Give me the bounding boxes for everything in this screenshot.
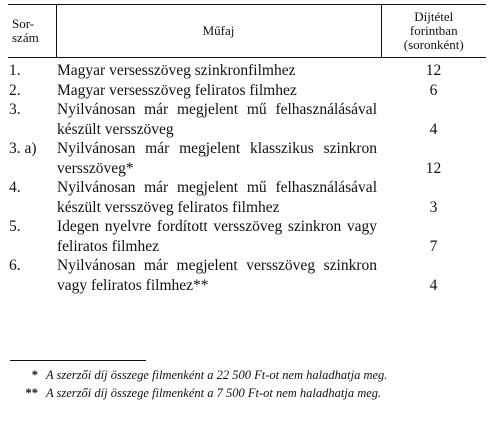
header-number bbox=[8, 5, 56, 58]
table-row bbox=[8, 100, 486, 139]
row-fee: 3 bbox=[429, 198, 438, 216]
header-genre-label: Műfaj bbox=[202, 23, 235, 38]
row-fee: 7 bbox=[429, 237, 438, 255]
fee-table bbox=[8, 4, 486, 295]
footnote bbox=[8, 384, 486, 402]
row-fee: 12 bbox=[425, 159, 442, 177]
table-row bbox=[8, 178, 486, 217]
row-genre: Magyar versesszöveg feliratos filmhez bbox=[57, 81, 297, 99]
row-genre: Nyilvánosan már megjelent klasszikus szinkron versszöveg* bbox=[57, 140, 377, 177]
footnote-text: A szerzői díj összege filmenként a 22 500 Ft-ot nem haladhatja meg. bbox=[46, 368, 388, 382]
footnote bbox=[8, 366, 486, 384]
row-genre: Magyar versesszöveg szinkronfilmhez bbox=[57, 62, 296, 79]
row-number: 4. bbox=[9, 179, 21, 196]
header-genre bbox=[56, 5, 381, 58]
row-number: 3. a) bbox=[9, 140, 37, 157]
header-number-label: Sor- szám bbox=[12, 16, 39, 45]
row-fee: 6 bbox=[429, 81, 438, 99]
row-number: 6. bbox=[9, 257, 21, 274]
footnote-mark: * bbox=[31, 368, 38, 382]
row-genre: Nyilvánosan már megjelent versszöveg szinkron vagy feliratos filmhez** bbox=[57, 257, 377, 294]
footnote-divider bbox=[10, 360, 146, 361]
row-genre: Idegen nyelvre fordított versszöveg szinkron vagy feliratos filmhez bbox=[57, 218, 377, 255]
row-fee: 12 bbox=[425, 62, 442, 79]
header-fee-label: Díjtétel forintban (soronként) bbox=[403, 9, 464, 52]
table-row bbox=[8, 256, 486, 295]
row-fee: 4 bbox=[429, 276, 438, 294]
table-row bbox=[8, 58, 486, 81]
row-number: 3. bbox=[9, 101, 21, 118]
table-row bbox=[8, 81, 486, 101]
table-row bbox=[8, 139, 486, 178]
row-number: 5. bbox=[9, 218, 21, 235]
footnotes bbox=[8, 360, 486, 402]
table-row bbox=[8, 217, 486, 256]
row-genre: Nyilvánosan már megjelent mű felhasználásával készült versszöveg feliratos filmhez bbox=[57, 179, 377, 216]
row-number: 2. bbox=[9, 81, 21, 99]
row-genre: Nyilvánosan már megjelent mű felhasználásával készült versszöveg bbox=[57, 101, 377, 138]
row-number: 1. bbox=[9, 62, 21, 79]
table-header-row bbox=[8, 5, 486, 58]
footnote-mark: ** bbox=[25, 386, 38, 400]
footnote-text: A szerzői díj összege filmenként a 7 500 Ft-ot nem haladhatja meg. bbox=[46, 386, 382, 400]
row-fee: 4 bbox=[429, 120, 438, 138]
header-fee bbox=[381, 5, 486, 58]
